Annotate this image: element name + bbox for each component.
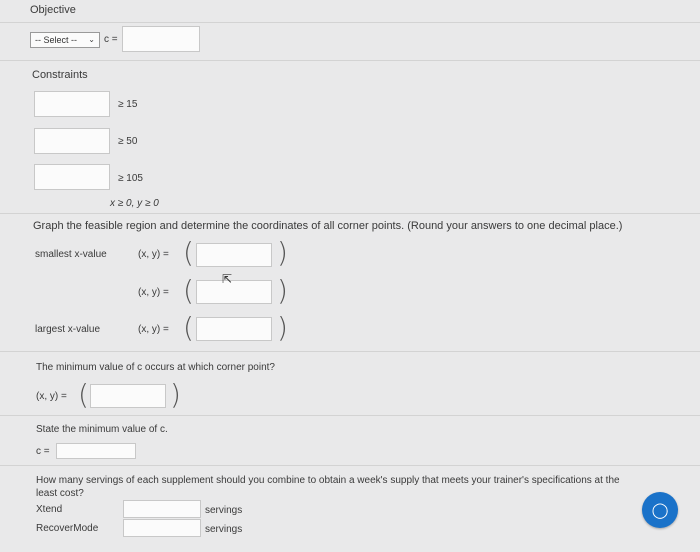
xtend-servings-input[interactable] <box>123 500 201 518</box>
objective-expression-input[interactable] <box>122 26 200 52</box>
open-paren: ( <box>183 236 194 269</box>
accessibility-help-icon[interactable]: ◯ <box>642 492 678 528</box>
close-paren: ) <box>277 236 288 269</box>
constraint-2-rhs: ≥ 50 <box>118 136 138 147</box>
corner-1-input[interactable] <box>196 243 272 267</box>
servings-1-name: Xtend <box>36 504 63 515</box>
close-paren: ) <box>277 311 288 344</box>
divider <box>0 213 700 214</box>
select-value: -- Select -- <box>35 35 78 45</box>
corner-2-xy-label: (x, y) = <box>138 287 169 298</box>
corner-3-label: largest x-value <box>35 324 101 335</box>
corner-2-input[interactable] <box>196 280 272 304</box>
nonnegativity-constraint: x ≥ 0, y ≥ 0 <box>110 198 159 209</box>
minimum-corner-question: The minimum value of c occurs at which corner point? <box>36 362 275 373</box>
divider <box>0 60 700 61</box>
chevron-down-icon: ⌄ <box>88 35 95 44</box>
recovermode-servings-input[interactable] <box>123 519 201 537</box>
graph-instruction: Graph the feasible region and determine the coordinates of all corner points. (Round your answers to one decimal place.) <box>33 220 623 232</box>
c-label: c = <box>104 34 118 45</box>
corner-1-xy-label: (x, y) = <box>138 249 169 260</box>
servings-question: How many servings of each supplement should you combine to obtain a week's supply that meets your trainer's specifications at the least cost? <box>36 475 620 499</box>
divider <box>0 415 700 416</box>
constraint-2-input[interactable] <box>34 128 110 154</box>
minimum-corner-xy-label: (x, y) = <box>36 391 67 402</box>
minimum-value-question: State the minimum value of c. <box>36 424 168 435</box>
close-paren: ) <box>170 378 181 411</box>
constraint-1-input[interactable] <box>34 91 110 117</box>
constraint-1-rhs: ≥ 15 <box>118 99 138 110</box>
objective-heading: Objective <box>30 4 76 16</box>
open-paren: ( <box>183 311 194 344</box>
divider <box>0 22 700 23</box>
divider <box>0 351 700 352</box>
objective-type-select[interactable] <box>30 32 100 48</box>
corner-1-label: smallest x-value <box>35 249 107 260</box>
open-paren: ( <box>78 378 89 411</box>
close-paren: ) <box>277 274 288 307</box>
mouse-cursor-icon: ⇱ <box>222 272 233 286</box>
open-paren: ( <box>183 274 194 307</box>
divider <box>0 465 700 466</box>
servings-2-name: RecoverMode <box>36 523 99 534</box>
minimum-corner-input[interactable] <box>90 384 166 408</box>
minimum-value-input[interactable] <box>56 443 136 459</box>
servings-2-unit: servings <box>205 524 243 535</box>
corner-3-xy-label: (x, y) = <box>138 324 169 335</box>
servings-1-unit: servings <box>205 505 243 516</box>
constraint-3-input[interactable] <box>34 164 110 190</box>
constraints-heading: Constraints <box>32 69 88 81</box>
corner-3-input[interactable] <box>196 317 272 341</box>
minimum-value-c-label: c = <box>36 446 50 457</box>
constraint-3-rhs: ≥ 105 <box>118 173 143 184</box>
